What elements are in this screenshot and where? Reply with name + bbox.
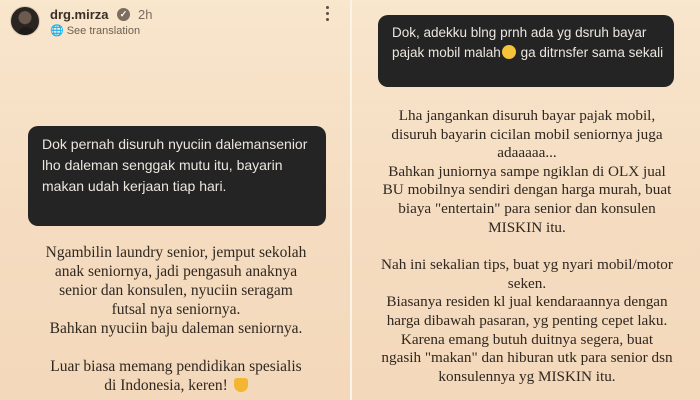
story-panel-right [352, 0, 700, 400]
story-body-text [6, 243, 346, 395]
thumbs-down-icon [234, 378, 248, 392]
body-line: Nah ini sekalian tips, buat yg nyari mobil/motor [381, 256, 673, 274]
body-line: Karena emang butuh duitnya segera, buat [400, 330, 654, 348]
body-line: Ngambilin laundry senior, jemput sekolah [45, 244, 307, 261]
body-line: futsal nya seniornya. [111, 301, 241, 318]
body-line: di Indonesia, keren! [6, 376, 346, 395]
body-line: seken. [507, 274, 547, 292]
question-text-part2: ga ditrnsfer sama sekali [516, 45, 664, 60]
body-line: Bahkan juniornya sampe ngiklan di OLX jual [388, 162, 666, 180]
body-line: anak seniornya, jadi pengasuh anaknya [54, 263, 298, 280]
body-line: senior dan konsulen, nyuciin seragam [59, 282, 293, 299]
question-text-part1: Dok, adekku blng prnh ada yg dsruh bayar pajak mobil malah [392, 25, 647, 60]
body-line: adaaaaa... [497, 144, 557, 162]
body-line: harga dibawah pasaran, yg penting cepet laku. [386, 311, 668, 329]
sweat-smile-icon [502, 45, 516, 59]
story-body-text [354, 107, 700, 386]
body-line: Biasanya residen kl jual kendaraannya dengan [386, 293, 668, 311]
verified-badge-icon: ✓ [117, 8, 130, 21]
body-line: Bahkan nyuciin baju daleman seniornya. [49, 320, 303, 337]
question-bubble [28, 126, 326, 226]
body-line: konsulennya yg MISKIN itu. [438, 367, 616, 385]
body-line: disuruh bayarin cicilan mobil seniornya juga [391, 125, 663, 143]
story-header [10, 4, 340, 38]
see-translation-link[interactable] [50, 24, 140, 37]
avatar[interactable] [10, 6, 40, 36]
globe-icon: 🌐 [50, 25, 64, 37]
body-line: ngasih "makan" dan hiburan utk para senior dsn [381, 349, 673, 367]
question-text: Dok pernah disuruh nyuciin dalemansenior lho daleman senggak mutu itu, bayarin makan udah kerjaan tiap hari. [42, 136, 308, 194]
more-options-icon[interactable] [322, 6, 332, 26]
post-time: 2h [138, 7, 153, 22]
see-translation-label: See translation [66, 25, 141, 37]
body-line: Luar biasa memang pendidikan spesialis [50, 358, 302, 375]
body-line: biaya "entertain" para senior dan konsulen [398, 199, 656, 217]
body-line: Lha jangankan disuruh bayar pajak mobil, [398, 107, 656, 124]
username[interactable]: drg.mirza [50, 7, 109, 22]
question-bubble [378, 15, 674, 87]
body-line: MISKIN itu. [488, 218, 566, 236]
body-line: BU mobilnya sendiri dengan harga murah, buat [382, 181, 672, 199]
